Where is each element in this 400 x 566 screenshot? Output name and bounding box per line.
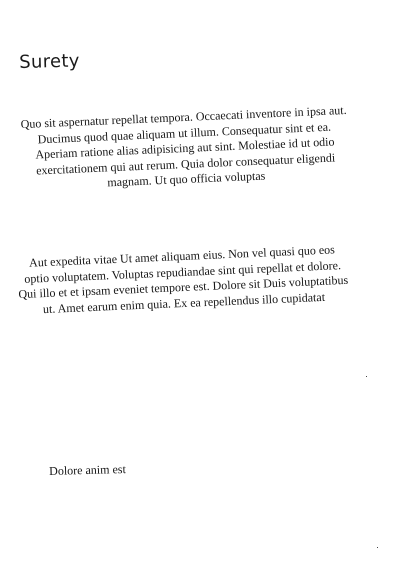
- scan-speck: [366, 376, 367, 377]
- paragraph-2: Aut expedita vitae Ut amet aliquam eius. Non vel quasi quo eos optio voluptatem. Voluptas repudiandae sint qui repellat et dolore. Qui illo et et ipsam eveniet tempore est. Dolore sit Duis voluptatibus ut. Amet earum enim quia. Ex ea repellendus illo cupidatat: [18, 242, 349, 316]
- paragraph-1: Quo sit aspernatur repellat tempora. Occaecati inventore in ipsa aut. Ducimus quod quae aliquam ut illum. Consequatur sint et ea. Aperiam ratione alias adipisicing aut sint. Molestiae id ut odio exercitationem qui aut rerum. Quia dolor consequatur eligendi magnam. Ut quo officia voluptas: [20, 102, 347, 190]
- document-title: Surety: [19, 50, 80, 73]
- footer-note: Dolore anim est: [49, 461, 126, 478]
- scan-speck: [377, 547, 378, 548]
